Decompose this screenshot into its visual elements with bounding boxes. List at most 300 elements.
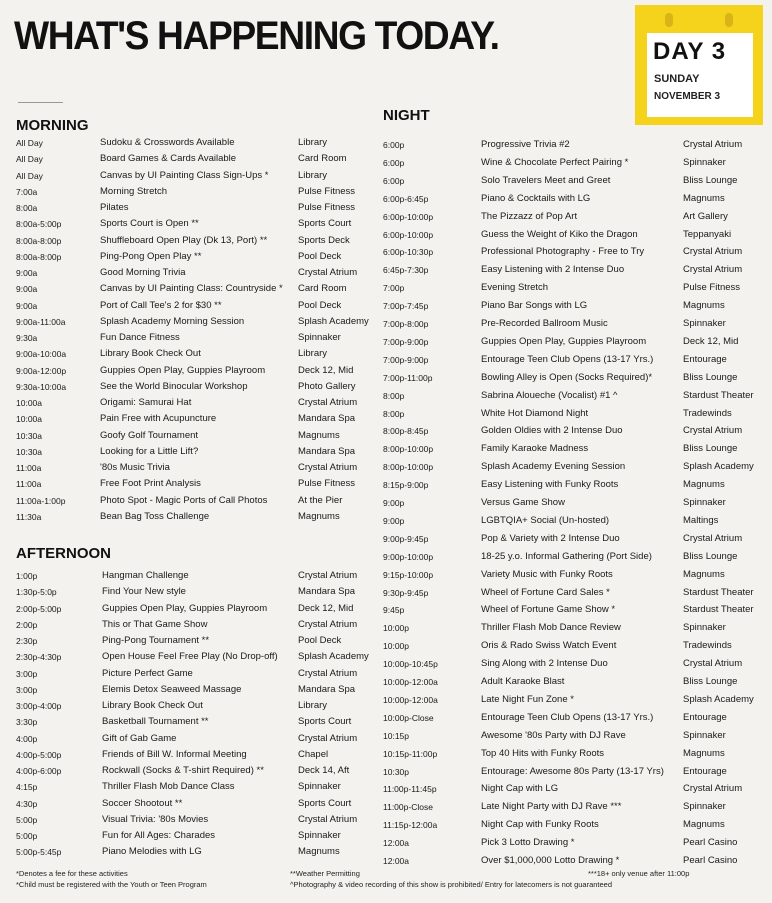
- schedule-row: [16, 666, 378, 682]
- event-name: Pre-Recorded Ballroom Music: [481, 318, 608, 329]
- schedule-row: [16, 233, 378, 249]
- schedule-row: [16, 731, 378, 747]
- event-venue: Spinnaker: [683, 622, 726, 634]
- event-time: 8:00p-8:45p: [383, 426, 429, 437]
- event-time: 9:00a: [16, 284, 38, 295]
- event-venue: Sports Court: [298, 218, 352, 230]
- schedule-row: [383, 656, 769, 672]
- event-venue: Pulse Fitness: [683, 282, 741, 294]
- event-name: Over $1,000,000 Lotto Drawing *: [481, 855, 620, 866]
- schedule-row: [383, 137, 769, 153]
- event-name: Progressive Trivia #2: [481, 139, 570, 150]
- event-venue: Photo Gallery: [298, 380, 356, 392]
- event-name: Pilates: [100, 202, 129, 213]
- schedule-row: [383, 531, 769, 547]
- event-name: Easy Listening with 2 Intense Duo: [481, 264, 625, 276]
- event-venue: Deck 12, Mid: [298, 602, 354, 614]
- event-name: See the World Binocular Workshop: [100, 380, 248, 392]
- event-venue: Crystal Atrium: [683, 264, 743, 276]
- event-venue: Crystal Atrium: [298, 462, 358, 473]
- event-venue: Teppanyaki: [683, 228, 732, 240]
- schedule-row: [16, 747, 378, 763]
- event-name: Splash Academy Morning Session: [100, 315, 245, 327]
- schedule-row: [16, 633, 378, 649]
- schedule-row: [383, 567, 769, 583]
- schedule-row: [383, 334, 769, 350]
- event-venue: Magnums: [683, 300, 725, 312]
- event-name: Canvas by UI Painting Class Sign-Ups *: [100, 169, 269, 181]
- event-venue: Crystal Atrium: [683, 532, 743, 544]
- event-name: Picture Perfect Game: [102, 667, 193, 679]
- event-name: Night Cap with Funky Roots: [481, 819, 599, 831]
- schedule-row: [16, 184, 378, 200]
- event-time: 10:00p: [383, 641, 409, 652]
- event-venue: Bliss Lounge: [683, 676, 738, 687]
- event-name: Rockwall (Socks & T-shirt Required) **: [102, 765, 264, 776]
- schedule-row: [16, 698, 378, 714]
- event-name: Good Morning Trivia: [100, 267, 186, 278]
- event-venue: Magnums: [298, 429, 340, 441]
- schedule-row: [383, 817, 769, 833]
- event-name: Canvas by UI Painting Class: Countryside *: [100, 283, 283, 295]
- event-name: Ping-Pong Open Play **: [100, 250, 202, 262]
- event-time: 8:00p: [383, 390, 405, 401]
- event-venue: Spinnaker: [298, 332, 341, 343]
- schedule-row: [383, 459, 769, 475]
- event-name: Looking for a Little Lift?: [100, 445, 199, 457]
- event-time: 9:00p: [383, 515, 405, 526]
- schedule-row: [16, 346, 378, 362]
- schedule-row: [16, 168, 378, 184]
- schedule-row: [383, 549, 769, 565]
- event-name: Sudoku & Crosswords Available: [100, 137, 235, 148]
- event-time: 6:00p: [383, 140, 405, 150]
- event-time: 4:00p: [16, 733, 38, 744]
- event-name: Morning Stretch: [100, 185, 168, 197]
- event-venue: Magnums: [683, 819, 725, 831]
- day-date: NOVEMBER 3: [654, 91, 721, 102]
- event-time: 6:00p: [383, 175, 405, 186]
- event-name: Entourage: Awesome 80s Party (13-17 Yrs): [481, 765, 664, 777]
- event-name: Guppies Open Play, Guppies Playroom: [102, 602, 268, 614]
- event-time: 9:45p: [383, 605, 405, 616]
- event-time: All Day: [16, 170, 43, 181]
- event-venue: Mandara Spa: [298, 413, 356, 425]
- event-name: Elemis Detox Seaweed Massage: [102, 683, 242, 695]
- event-venue: Stardust Theater: [683, 604, 754, 616]
- event-time: 9:00p-9:45p: [383, 533, 429, 544]
- schedule-row: [383, 280, 769, 296]
- calendar-ring-right: [725, 13, 733, 27]
- event-venue: Library: [298, 169, 328, 181]
- event-name: Family Karaoke Madness: [481, 443, 589, 455]
- event-time: 3:00p: [16, 684, 38, 695]
- event-venue: Pearl Casino: [683, 837, 738, 849]
- schedule-row: [383, 370, 769, 386]
- event-time: 11:15p-12:00a: [383, 820, 438, 831]
- event-venue: Crystal Atrium: [683, 246, 743, 258]
- schedule-row: [383, 191, 769, 207]
- event-name: Wine & Chocolate Perfect Pairing *: [481, 156, 629, 168]
- event-venue: At the Pier: [298, 494, 343, 506]
- schedule-row: [383, 209, 769, 225]
- event-venue: Spinnaker: [683, 497, 726, 508]
- event-venue: Magnums: [683, 568, 725, 580]
- event-name: Oris & Rado Swiss Watch Event: [481, 640, 617, 652]
- schedule-row: [383, 728, 769, 744]
- event-venue: Stardust Theater: [683, 586, 754, 598]
- event-venue: Pearl Casino: [683, 855, 738, 866]
- event-name: Easy Listening with Funky Roots: [481, 479, 619, 491]
- schedule-row: [383, 477, 769, 493]
- schedule-row: [16, 601, 378, 617]
- event-venue: Sports Deck: [298, 234, 350, 246]
- event-name: Shuffleboard Open Play (Dk 13, Port) **: [100, 234, 268, 246]
- schedule-row: [16, 714, 378, 730]
- schedule-row: [383, 692, 769, 708]
- event-name: Top 40 Hits with Funky Roots: [481, 747, 605, 759]
- schedule-row: [16, 379, 378, 395]
- schedule-row: [16, 779, 378, 795]
- event-time: 10:00p-12:00a: [383, 677, 438, 687]
- event-venue: Splash Academy: [683, 693, 754, 705]
- event-name: Soccer Shootout **: [102, 797, 183, 809]
- footnote-fee: *Denotes a fee for these activities: [16, 869, 128, 878]
- event-name: Goofy Golf Tournament: [100, 429, 199, 441]
- schedule-row: [16, 411, 378, 427]
- schedule-row: [16, 281, 378, 297]
- event-name: Guess the Weight of Kiko the Dragon: [481, 228, 638, 240]
- event-name: Night Cap with LG: [481, 783, 559, 795]
- event-time: 9:00a-10:00a: [16, 349, 67, 360]
- event-name: Entourage Teen Club Opens (13-17 Yrs.): [481, 353, 654, 365]
- event-name: 18-25 y.o. Informal Gathering (Port Side): [481, 550, 652, 562]
- schedule-row: [16, 249, 378, 265]
- event-time: 10:30a: [16, 430, 42, 441]
- event-time: 2:30p-4:30p: [16, 652, 62, 663]
- event-name: Guppies Open Play, Guppies Playroom: [481, 335, 647, 347]
- event-venue: Pulse Fitness: [298, 185, 356, 197]
- event-name: Adult Karaoke Blast: [481, 676, 565, 687]
- schedule-row: [383, 620, 769, 636]
- afternoon-heading: AFTERNOON: [16, 545, 111, 562]
- event-venue: Crystal Atrium: [298, 397, 358, 408]
- event-time: 10:00p-10:45p: [383, 659, 438, 670]
- event-time: 2:00p-5:00p: [16, 603, 62, 614]
- event-time: 7:00p-11:00p: [383, 372, 433, 383]
- morning-heading: MORNING: [16, 117, 89, 134]
- schedule-row: [16, 763, 378, 779]
- event-venue: Sports Court: [298, 716, 352, 728]
- event-name: Professional Photography - Free to Try: [481, 246, 645, 258]
- schedule-row: [16, 200, 378, 216]
- schedule-row: [383, 352, 769, 368]
- event-venue: Card Room: [298, 283, 347, 295]
- event-venue: Pool Deck: [298, 299, 342, 311]
- event-name: Visual Trivia: '80s Movies: [102, 813, 209, 825]
- event-venue: Splash Academy: [683, 461, 754, 473]
- day-calendar-badge: [635, 5, 763, 125]
- event-time: 10:00p: [383, 623, 409, 634]
- event-venue: Entourage: [683, 353, 727, 365]
- schedule-row: [16, 844, 378, 860]
- event-time: 9:30a: [16, 333, 38, 343]
- event-name: Piano Melodies with LG: [102, 846, 202, 858]
- schedule-row: [16, 216, 378, 232]
- event-time: 11:00a: [16, 479, 42, 490]
- event-time: 10:00a: [16, 414, 42, 425]
- event-name: Wheel of Fortune Card Sales *: [481, 586, 610, 598]
- event-time: 7:00p-9:00p: [383, 354, 429, 365]
- event-venue: Maltings: [683, 514, 719, 526]
- event-venue: Tradewinds: [683, 640, 732, 652]
- schedule-row: [383, 799, 769, 815]
- event-name: Bean Bag Toss Challenge: [100, 510, 210, 522]
- schedule-row: [383, 781, 769, 797]
- event-name: Wheel of Fortune Game Show *: [481, 604, 616, 616]
- schedule-row: [383, 853, 769, 869]
- event-time: 1:00p: [16, 571, 38, 581]
- event-name: Splash Academy Evening Session: [481, 461, 626, 473]
- event-venue: Spinnaker: [683, 156, 726, 168]
- event-venue: Deck 12, Mid: [298, 364, 354, 376]
- event-venue: Pool Deck: [298, 635, 342, 646]
- event-time: 8:00p: [383, 408, 405, 419]
- event-name: White Hot Diamond Night: [481, 407, 589, 419]
- schedule-row: [16, 265, 378, 281]
- event-venue: Tradewinds: [683, 407, 732, 419]
- event-name: Evening Stretch: [481, 282, 549, 294]
- event-venue: Crystal Atrium: [683, 658, 743, 670]
- event-venue: Spinnaker: [683, 801, 726, 813]
- event-time: 12:00a: [383, 856, 409, 866]
- event-name: The Pizzazz of Pop Art: [481, 210, 578, 222]
- event-time: 4:00p-5:00p: [16, 749, 62, 760]
- event-venue: Spinnaker: [683, 318, 726, 329]
- event-name: Fun for All Ages: Charades: [102, 830, 216, 841]
- event-venue: Card Room: [298, 153, 347, 165]
- event-venue: Sports Court: [298, 797, 352, 809]
- schedule-row: [383, 602, 769, 618]
- event-venue: Mandara Spa: [298, 445, 356, 457]
- schedule-row: [16, 476, 378, 492]
- event-time: 10:15p: [383, 730, 409, 741]
- event-time: 7:00p: [383, 283, 405, 294]
- event-venue: Crystal Atrium: [298, 732, 358, 744]
- event-name: Fun Dance Fitness: [100, 332, 180, 343]
- event-name: Pop & Variety with 2 Intense Duo: [481, 532, 620, 544]
- event-name: Find Your New style: [102, 586, 186, 598]
- event-name: This or That Game Show: [102, 618, 208, 630]
- event-time: 9:15p-10:00p: [383, 569, 434, 580]
- event-time: 9:30a-10:00a: [16, 381, 67, 392]
- event-name: Library Book Check Out: [102, 700, 203, 711]
- schedule-row: [383, 227, 769, 243]
- event-venue: Splash Academy: [298, 315, 369, 327]
- event-time: 6:00p-6:45p: [383, 193, 429, 204]
- schedule-row: [16, 330, 378, 346]
- schedule-row: [16, 314, 378, 330]
- schedule-row: [16, 568, 378, 584]
- day-weekday: SUNDAY: [654, 73, 700, 85]
- event-name: Library Book Check Out: [100, 348, 201, 360]
- schedule-row: [383, 406, 769, 422]
- calendar-ring-left: [665, 13, 673, 27]
- event-venue: Spinnaker: [298, 781, 341, 793]
- event-name: Awesome '80s Party with DJ Rave: [481, 729, 626, 741]
- event-venue: Pool Deck: [298, 250, 342, 262]
- event-venue: Bliss Lounge: [683, 371, 738, 383]
- event-time: 8:00a-8:00p: [16, 235, 62, 246]
- event-name: Board Games & Cards Available: [100, 153, 237, 165]
- footnote-weather: **Weather Permitting: [290, 869, 360, 878]
- schedule-row: [16, 444, 378, 460]
- footnote-adult: ***18+ only venue after 11:00p: [588, 869, 690, 878]
- event-venue: Crystal Atrium: [298, 618, 358, 630]
- event-time: 4:30p: [16, 798, 38, 809]
- event-time: 11:00a: [16, 463, 42, 473]
- event-time: 9:30p-9:45p: [383, 587, 429, 598]
- event-time: 10:00a: [16, 398, 42, 408]
- event-name: Variety Music with Funky Roots: [481, 568, 613, 580]
- event-name: Piano & Cocktails with LG: [481, 192, 591, 204]
- event-name: Sabrina Aloueche (Vocalist) #1 ^: [481, 389, 618, 401]
- event-time: 10:30p: [383, 766, 409, 777]
- page-title: WHAT'S HAPPENING TODAY.: [14, 14, 499, 58]
- event-venue: Library: [298, 700, 328, 711]
- event-name: Pain Free with Acupuncture: [100, 413, 217, 425]
- event-time: 8:00a-8:00p: [16, 251, 62, 262]
- schedule-row: [16, 649, 378, 665]
- schedule-row: [16, 395, 378, 411]
- schedule-row: [383, 173, 769, 189]
- event-name: LGBTQIA+ Social (Un-hosted): [481, 514, 610, 526]
- event-name: Sing Along with 2 Intense Duo: [481, 658, 608, 670]
- event-time: 2:00p: [16, 619, 38, 630]
- event-time: 10:30a: [16, 446, 42, 457]
- day-number: DAY 3: [653, 38, 727, 65]
- event-venue: Magnums: [298, 846, 340, 858]
- event-venue: Crystal Atrium: [683, 783, 743, 795]
- schedule-row: [16, 812, 378, 828]
- schedule-row: [16, 493, 378, 509]
- footnote-photo: ^Photography & video recording of this show is prohibited/ Entry for latecomers is not guaranteed: [290, 880, 613, 889]
- event-name: Late Night Party with DJ Rave ***: [481, 801, 622, 813]
- event-name: Late Night Fun Zone *: [481, 693, 574, 705]
- event-name: Thriller Flash Mob Dance Review: [481, 622, 621, 634]
- event-name: Pick 3 Lotto Drawing *: [481, 837, 575, 849]
- event-venue: Stardust Theater: [683, 389, 754, 401]
- schedule-row: [383, 710, 769, 726]
- schedule-row: [383, 638, 769, 654]
- schedule-row: [16, 828, 378, 844]
- event-time: 11:00p-11:45p: [383, 784, 437, 795]
- event-time: 11:30a: [16, 511, 42, 522]
- event-time: 5:00p: [16, 814, 38, 825]
- schedule-row: [383, 513, 769, 529]
- event-name: Port of Call Tee's 2 for $30 **: [100, 299, 222, 311]
- event-time: 4:00p-6:00p: [16, 766, 62, 776]
- event-time: 7:00p-9:00p: [383, 336, 429, 347]
- event-time: 7:00p-8:00p: [383, 319, 429, 329]
- event-venue: Bliss Lounge: [683, 174, 738, 186]
- event-time: 8:00a: [16, 203, 38, 213]
- event-time: 5:00p: [16, 831, 38, 841]
- event-venue: Magnums: [298, 510, 340, 522]
- event-time: 7:00a: [16, 186, 38, 197]
- event-time: 8:00p-10:00p: [383, 462, 434, 473]
- event-venue: Crystal Atrium: [298, 667, 358, 679]
- event-venue: Pulse Fitness: [298, 478, 356, 490]
- event-name: Origami: Samurai Hat: [100, 397, 192, 408]
- event-time: 11:00a-1:00p: [16, 495, 66, 506]
- event-name: Bowling Alley is Open (Socks Required)*: [481, 371, 653, 383]
- event-venue: Library: [298, 348, 328, 360]
- event-venue: Pulse Fitness: [298, 202, 356, 213]
- event-time: 1:30p-5:0p: [16, 587, 57, 598]
- schedule-row: [16, 509, 378, 525]
- event-time: 10:00p-Close: [383, 712, 434, 723]
- event-venue: Entourage: [683, 765, 727, 777]
- event-venue: Bliss Lounge: [683, 550, 738, 562]
- event-venue: Library: [298, 137, 328, 148]
- event-venue: Crystal Atrium: [683, 425, 743, 437]
- schedule-row: [383, 441, 769, 457]
- schedule-row: [16, 135, 378, 151]
- schedule-row: [383, 423, 769, 439]
- event-venue: Bliss Lounge: [683, 443, 738, 455]
- event-name: Photo Spot - Magic Ports of Call Photos: [100, 494, 268, 506]
- event-venue: Mandara Spa: [298, 586, 356, 598]
- event-name: Sports Court is Open **: [100, 218, 199, 230]
- event-time: 10:00p-12:00a: [383, 694, 438, 705]
- schedule-row: [16, 298, 378, 314]
- event-time: 6:00p-10:00p: [383, 211, 434, 222]
- schedule-row: [16, 584, 378, 600]
- event-time: 9:00a-11:00a: [16, 316, 66, 327]
- event-venue: Crystal Atrium: [683, 139, 743, 150]
- event-time: 6:45p-7:30p: [383, 265, 429, 276]
- schedule-row: [16, 363, 378, 379]
- event-name: Gift of Gab Game: [102, 732, 177, 744]
- night-heading: NIGHT: [383, 107, 430, 124]
- event-time: 8:00p-10:00p: [383, 444, 434, 455]
- event-time: 9:00p: [383, 498, 405, 508]
- event-time: 4:15p: [16, 782, 38, 793]
- event-venue: Magnums: [683, 747, 725, 759]
- event-venue: Entourage: [683, 711, 727, 723]
- event-time: 5:00p-5:45p: [16, 847, 62, 858]
- event-venue: Art Gallery: [683, 210, 728, 222]
- event-name: Basketball Tournament **: [102, 716, 209, 728]
- event-time: 8:15p-9:00p: [383, 480, 429, 491]
- event-name: Free Foot Print Analysis: [100, 478, 201, 490]
- event-name: Solo Travelers Meet and Greet: [481, 174, 611, 186]
- event-time: 3:00p: [16, 668, 38, 679]
- schedule-row: [383, 155, 769, 171]
- event-time: 3:00p-4:00p: [16, 701, 62, 711]
- event-time: 10:15p-11:00p: [383, 748, 438, 759]
- schedule-row: [383, 835, 769, 851]
- event-time: 6:00p-10:00p: [383, 229, 434, 240]
- event-time: 8:00a-5:00p: [16, 219, 62, 230]
- event-time: 9:00p-10:00p: [383, 551, 434, 562]
- schedule-row: [16, 617, 378, 633]
- event-name: '80s Music Trivia: [100, 462, 170, 473]
- event-venue: Crystal Atrium: [298, 570, 358, 581]
- schedule-row: [16, 460, 378, 476]
- schedule-row: [383, 316, 769, 332]
